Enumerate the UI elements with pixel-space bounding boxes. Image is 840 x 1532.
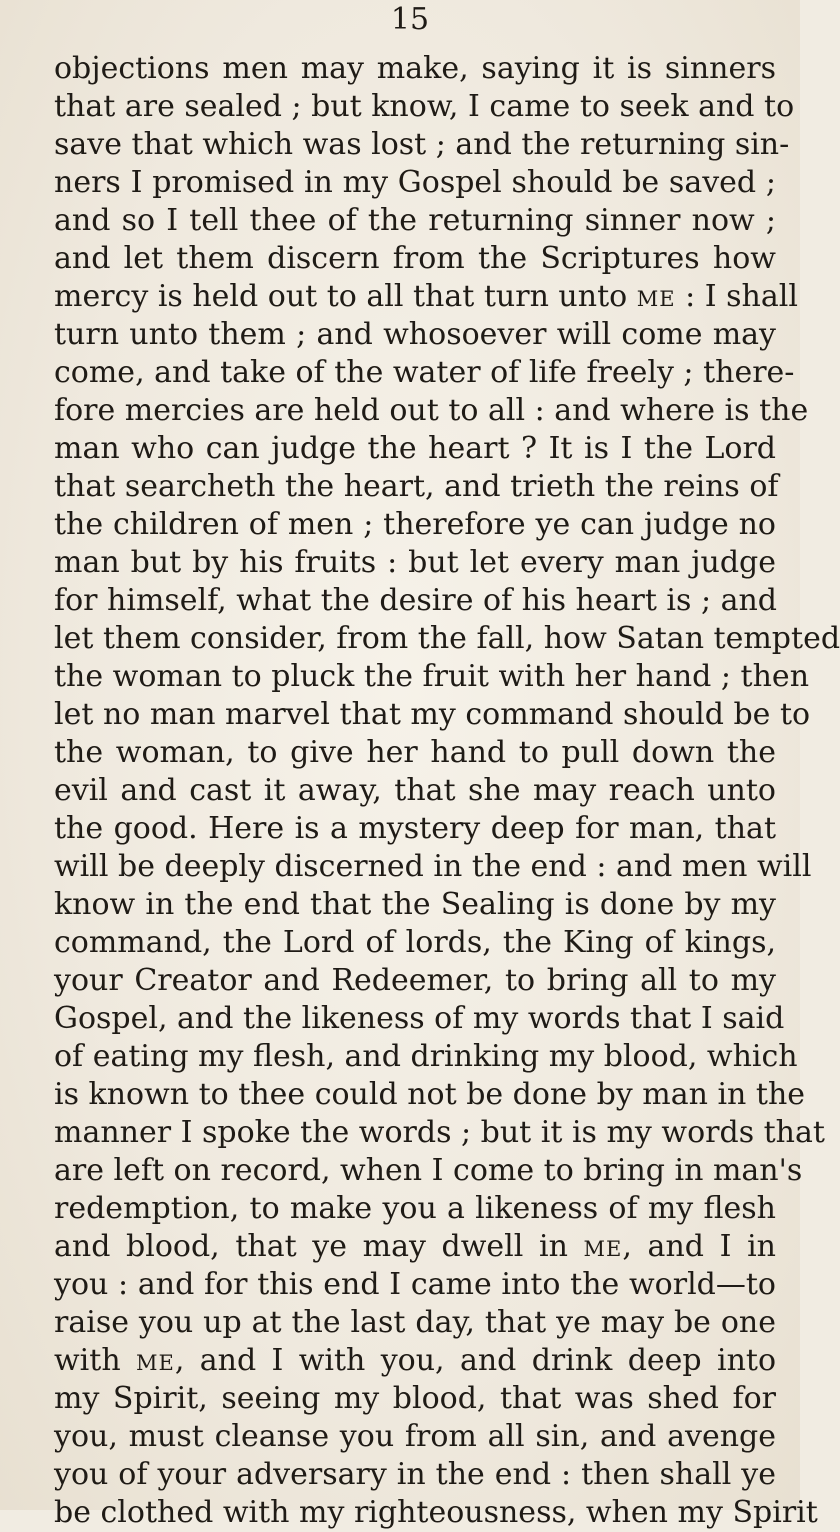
- text-line: manner I spoke the words ; but it is my words that: [54, 1115, 825, 1150]
- text-line: man who can judge the heart ? It is I the Lord: [54, 431, 776, 466]
- text-line: objections men may make, saying it is sinners: [54, 51, 776, 86]
- text-line: that searcheth the heart, and trieth the reins of: [54, 469, 779, 504]
- text-line: and blood, that ye may dwell in me, and I in: [54, 1229, 776, 1264]
- text-line: let them consider, from the fall, how Satan tempted: [54, 621, 840, 656]
- text-line: you, must cleanse you from all sin, and avenge: [54, 1419, 776, 1454]
- text-line: for himself, what the desire of his heart is ; and: [54, 583, 778, 618]
- text-line: be clothed with my righteousness, when my Spirit: [54, 1495, 818, 1530]
- text-line: mercy is held out to all that turn unto me : I shall: [54, 279, 798, 314]
- text-line: with me, and I with you, and drink deep into: [54, 1343, 777, 1378]
- text-line: redemption, to make you a likeness of my flesh: [54, 1191, 776, 1226]
- text-line: you : and for this end I came into the world—to: [54, 1267, 776, 1302]
- text-line: and let them discern from the Scriptures how: [54, 241, 776, 276]
- text-line: Gospel, and the likeness of my words that I said: [54, 1001, 785, 1036]
- text-line: the woman, to give her hand to pull down the: [54, 735, 776, 770]
- text-line: your Creator and Redeemer, to bring all to my: [54, 963, 776, 998]
- text-line: of eating my flesh, and drinking my blood, which: [54, 1039, 798, 1074]
- text-line: is known to thee could not be done by man in the: [54, 1077, 806, 1112]
- text-line: that are sealed ; but know, I came to seek and to: [54, 89, 795, 124]
- text-line: my Spirit, seeing my blood, that was shed for: [54, 1381, 776, 1416]
- text-line: command, the Lord of lords, the King of kings,: [54, 925, 776, 960]
- text-line: evil and cast it away, that she may reach unto: [54, 773, 776, 808]
- text-line: the children of men ; therefore ye can judge no: [54, 507, 776, 542]
- text-line: save that which was lost ; and the returning sin-: [54, 127, 790, 162]
- text-line: ners I promised in my Gospel should be saved ;: [54, 165, 776, 200]
- text-line: know in the end that the Sealing is done by my: [54, 887, 776, 922]
- text-line: come, and take of the water of life freely ; there-: [54, 355, 795, 390]
- page-number: 15: [390, 2, 430, 37]
- text-line: and so I tell thee of the returning sinner now ;: [54, 203, 776, 238]
- text-line: will be deeply discerned in the end : and men will: [54, 849, 812, 884]
- text-line: the good. Here is a mystery deep for man, that: [54, 811, 776, 846]
- text-line: let no man marvel that my command should be to: [54, 697, 811, 732]
- text-line: turn unto them ; and whosoever will come may: [54, 317, 776, 352]
- text-line: are left on record, when I come to bring in man's: [54, 1153, 803, 1188]
- text-line: you of your adversary in the end : then shall ye: [54, 1457, 776, 1492]
- text-line: man but by his fruits : but let every man judge: [54, 545, 776, 580]
- text-line: fore mercies are held out to all : and where is the: [54, 393, 809, 428]
- text-line: raise you up at the last day, that ye may be one: [54, 1305, 776, 1340]
- text-line: the woman to pluck the fruit with her hand ; then: [54, 659, 810, 694]
